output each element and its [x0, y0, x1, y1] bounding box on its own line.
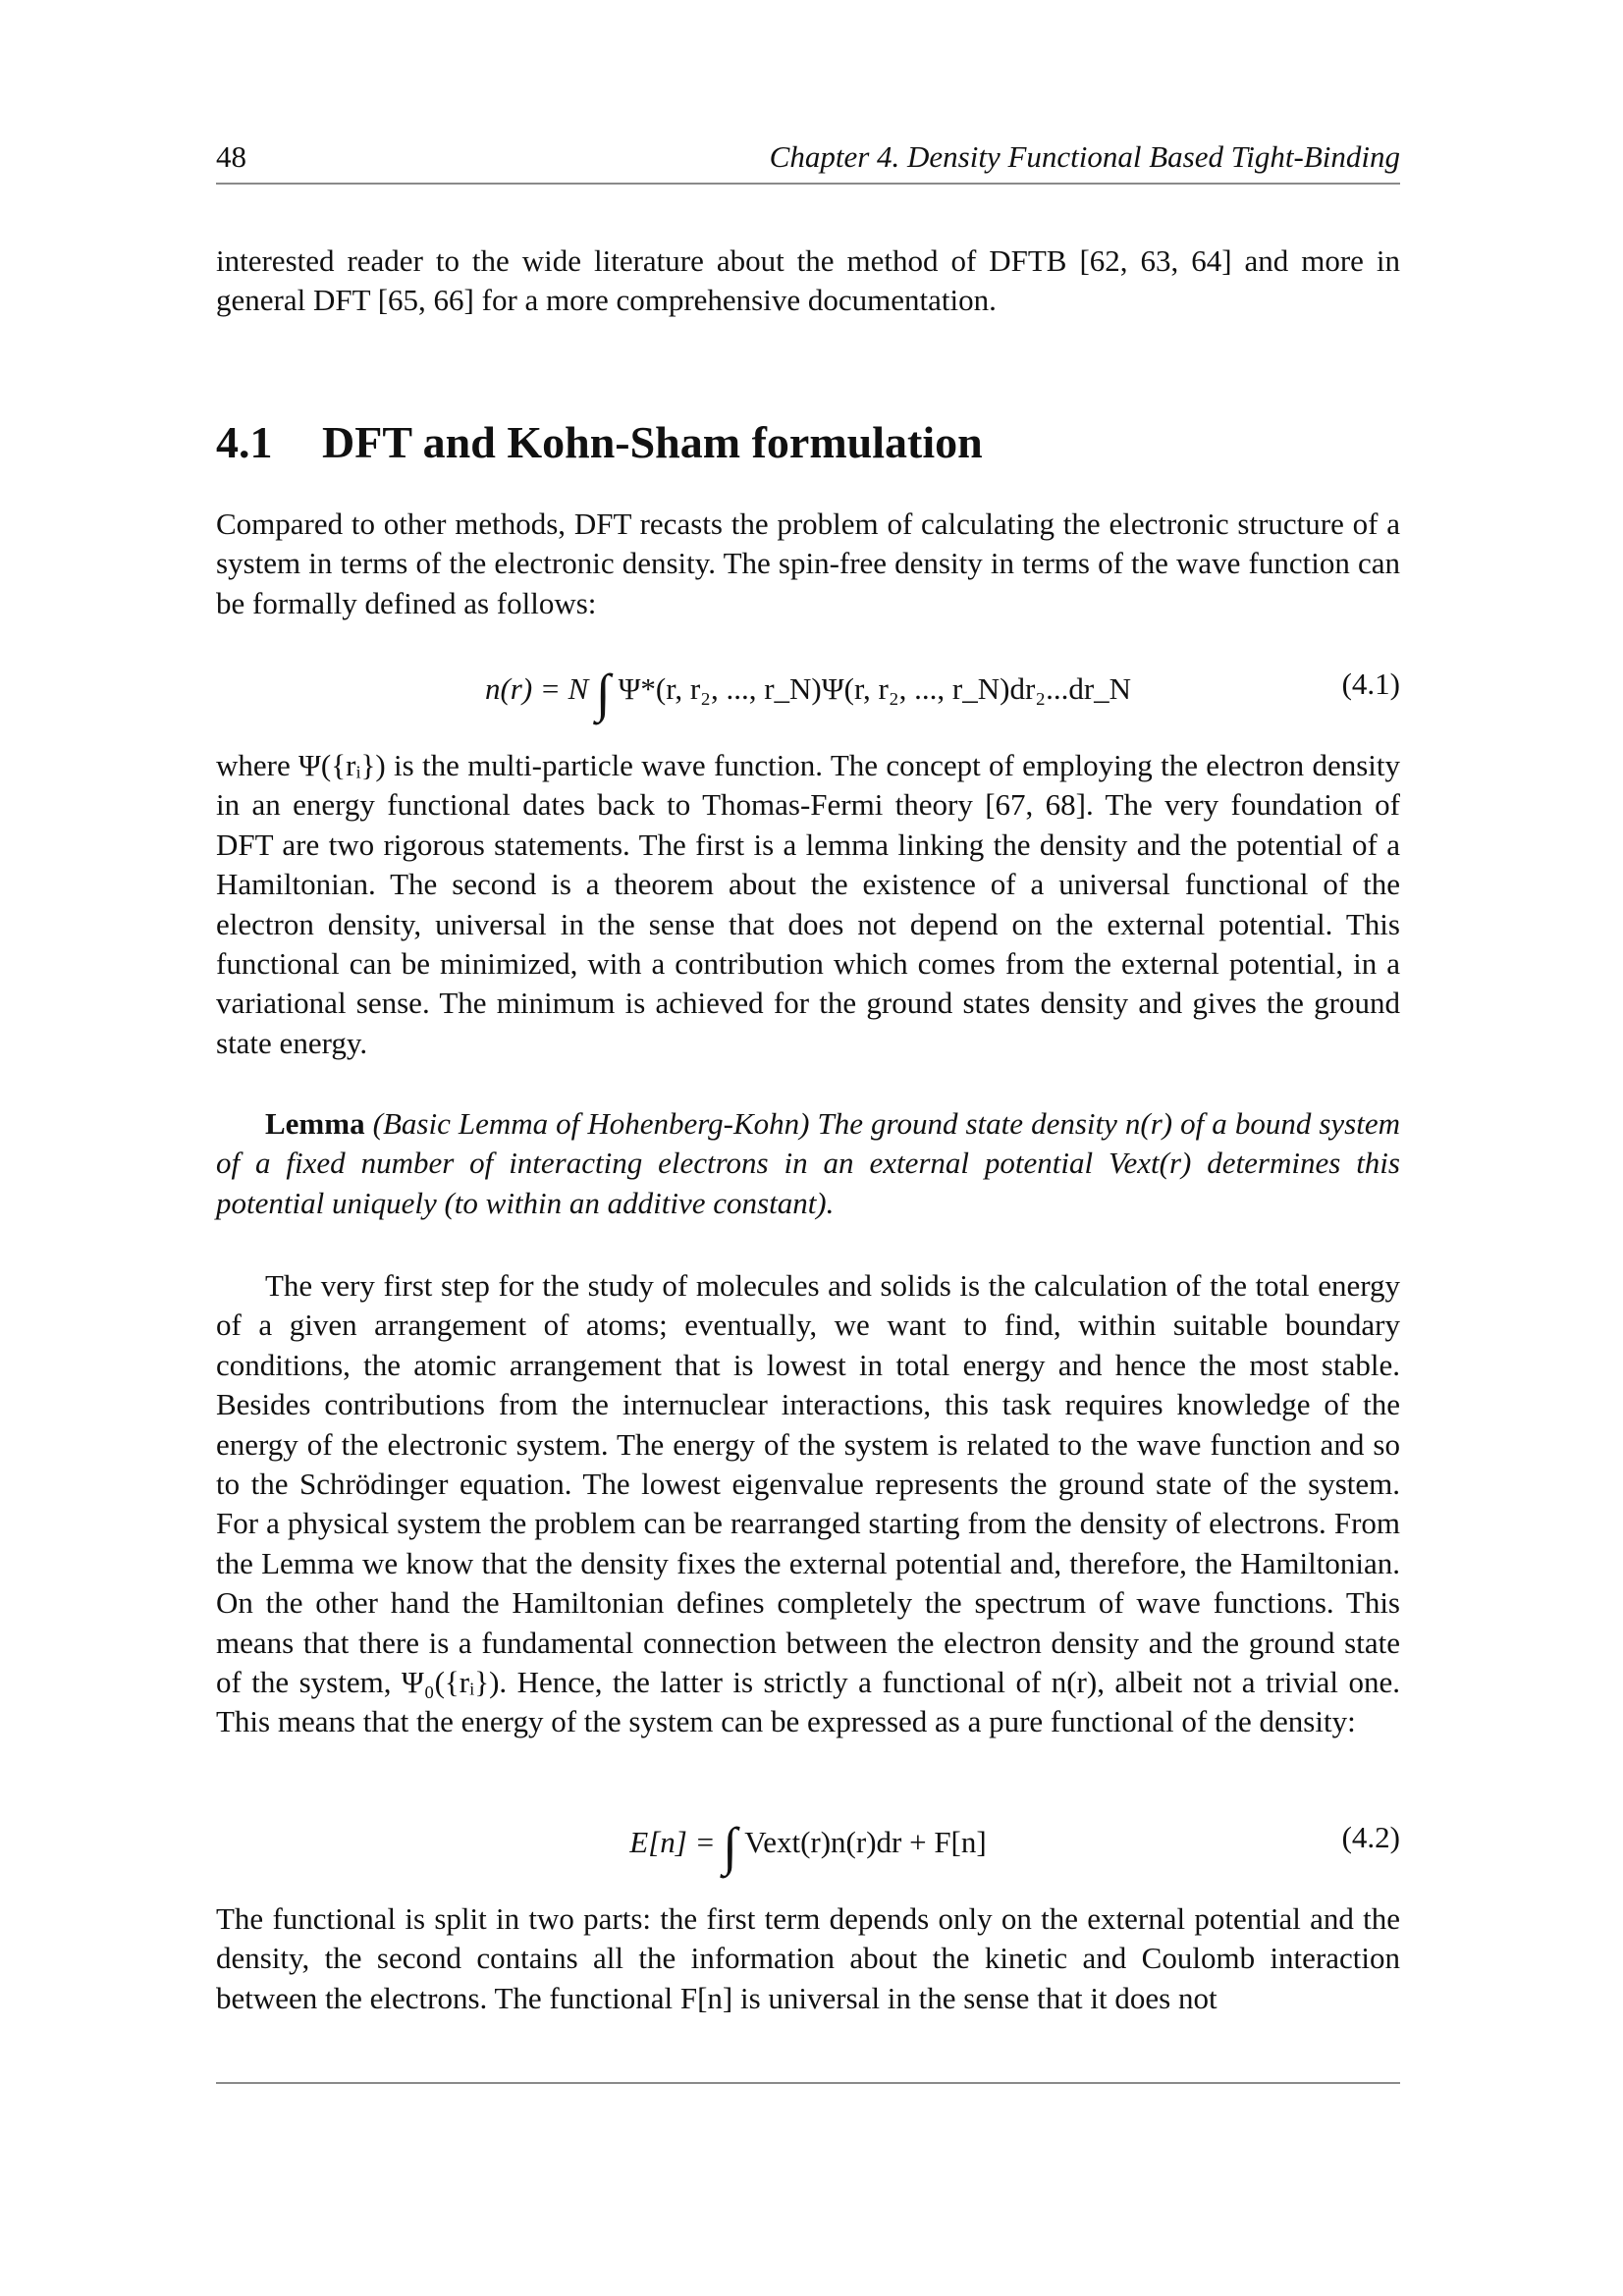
eq1-lhs: n(r) = N	[484, 671, 589, 706]
paragraph-density: Compared to other methods, DFT recasts the problem of calculating the electronic structure of a system in terms of the electronic density. The spin-free density in terms of the wave function can be formally defined as follows:	[216, 507, 1400, 620]
section-number: 4.1	[216, 417, 273, 467]
eq2-rhs: Vext(r)n(r)dr + F[n]	[744, 1825, 987, 1859]
section-heading	[216, 416, 983, 468]
lemma-label: Lemma	[265, 1106, 365, 1141]
equation-number-4-2: (4.2)	[1341, 1820, 1400, 1854]
page-number: 48	[216, 139, 246, 174]
equation-4-1	[216, 653, 1400, 721]
lemma-block	[216, 1104, 1400, 1223]
equation-4-2-formula	[216, 1817, 1400, 1876]
equation-number-4-1: (4.1)	[1341, 667, 1400, 701]
equation-4-1-formula	[216, 664, 1400, 722]
eq2-integral-sign: ∫	[723, 1817, 738, 1876]
paragraph-where: where Ψ({rᵢ}) is the multi-particle wave function. The concept of employing the electron density in an energy functional dates back to Thomas-Fermi theory [67, 68]. The very foundation of DFT are two rigorous statements. The first is a lemma linking the density and the potential of a Hamiltonian. The second is a theorem about the existence of a universal functional of the electron density, universal in the sense that does not depend on the external potential. This functional can be minimized, with a contribution which comes from the external potential, in a variational sense. The minimum is achieved for the ground states density and gives the ground state energy.	[216, 748, 1400, 1060]
eq1-rhs: Ψ*(r, r₂, ..., r_N)Ψ(r, r₂, ..., r_N)dr₂...dr_N	[618, 671, 1132, 706]
paragraph-first-step: The very first step for the study of molecules and solids is the calculation of the total energy of a given arrangement of atoms; eventually, we want to find, within suitable boundary conditions, the atomic arrangement that is lowest in total energy and hence the most stable. Besides contributions from the internuclear interactions, this task requires knowledge of the energy of the electronic system. The energy of the system is related to the wave function and so to the Schrödinger equation. The lowest eigenvalue represents the ground state of the system. For a physical system the problem can be rearranged starting from the density of electrons. From the Lemma we know that the density fixes the external potential and, therefore, the Hamiltonian. On the other hand the Hamiltonian defines completely the spectrum of wave functions. This means that there is a fundamental connection between the electron density and the ground state of the system, Ψ₀({rᵢ}). Hence, the latter is strictly a functional of n(r), albeit not a trivial one. This means that the energy of the system can be expressed as a pure functional of the density:	[216, 1268, 1400, 1739]
lemma-text: (Basic Lemma of Hohenberg-Kohn) The ground state density n(r) of a bound system of a fixed number of interacting electrons in an external potential Vext(r) determines this potential uniquely (to within an additive constant).	[216, 1106, 1401, 1220]
paragraph-functional: The functional is split in two parts: the first term depends only on the external potential and the density, the second contains all the information about the kinetic and Coulomb interaction between the electrons. The functional F[n] is universal in the sense that it does not	[216, 1901, 1400, 2015]
eq2-lhs: E[n] =	[629, 1825, 716, 1859]
section-title: DFT and Kohn-Sham formulation	[322, 417, 983, 467]
intro-paragraph: interested reader to the wide literature about the method of DFTB [62, 63, 64] and more in general DFT [65, 66] for a more comprehensive documentation.	[216, 243, 1400, 318]
eq1-integral-sign: ∫	[596, 664, 611, 722]
chapter-title: Chapter 4. Density Functional Based Tight-Binding	[769, 139, 1400, 174]
footer-rule	[216, 2082, 1400, 2084]
equation-4-2	[216, 1806, 1400, 1875]
running-header	[216, 139, 1400, 185]
